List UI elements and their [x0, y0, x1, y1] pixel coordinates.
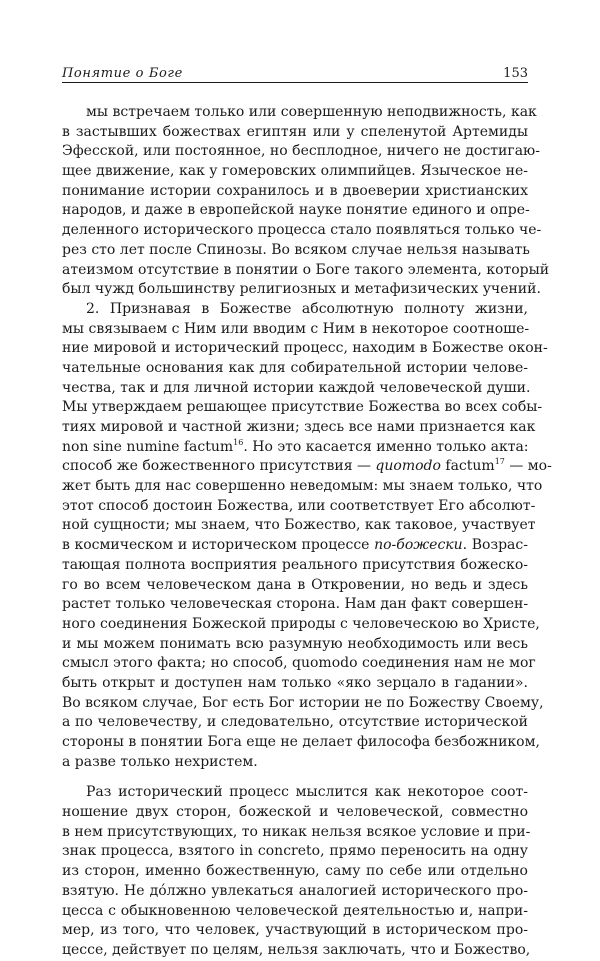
text-line: го во всем человеческом дана в Откровении, но ведь и здесь [62, 576, 528, 593]
text-line: Раз исторический процесс мыслится как некоторое соот- [86, 784, 528, 801]
text-line: из сторон, именно божественную, саму по себе или отдельно [62, 863, 528, 880]
text-line: рез сто лет после Спинозы. Во всяком случае нельзя называть [62, 241, 530, 258]
text-line: мер, из того, что человек, участвующий в историческом про- [62, 922, 528, 939]
text-line: был чужд большинству религиозных и метафизических учений. [62, 281, 541, 298]
running-head [62, 66, 528, 83]
footnote-marker: 17 [494, 457, 505, 467]
text-line: чательные основания как для собирательной истории челове- [62, 359, 528, 376]
paragraph [62, 103, 550, 300]
text-line: стороны в понятии Бога еще не делает философа безбожником, [62, 734, 540, 750]
text-line: а по человечеству, и следовательно, отсутствие исторической [62, 714, 528, 731]
text-line: жет быть для нас совершенно неведомым: мы знаем только, что [62, 478, 543, 495]
text-line [62, 536, 528, 556]
paragraph [62, 300, 552, 773]
text-line: 2. Признавая в Божестве абсолютную полноту жизни, [86, 300, 528, 317]
text-line: в нем присутствующих, то никак нельзя всякое условие и при- [62, 823, 531, 840]
text-line: ношение двух сторон, божеской и человеческой, совместно [62, 804, 528, 821]
text-line: быть открыт и доступен нам только «яко зерцало в гадании». [62, 674, 528, 691]
text-run: non sine numine factum [62, 438, 234, 455]
text-line: взятую. Не дóлжно увлекаться аналогией исторического про- [62, 882, 528, 899]
text-line: тающая полнота восприятия реального присутствия божеско- [62, 556, 528, 573]
text-line: атеизмом отсутствие в понятии о Боге такого элемента, который [62, 261, 550, 278]
text-line: Во всяком случае, Бог есть Бог истории не по Божеству Своему, [62, 694, 544, 711]
text-line: а разве только нехристем. [62, 753, 258, 770]
text-run: в космическом и историческом процессе [62, 537, 375, 554]
text-run: factum [440, 458, 495, 475]
page-number: 153 [503, 66, 528, 81]
body-text [62, 103, 552, 961]
text-line: мы встречаем только или совершенную неподвижность, как [86, 104, 537, 120]
text-line [62, 457, 552, 477]
paragraph-gap [62, 772, 528, 783]
italic-term: quomodo [375, 458, 441, 475]
text-line: деленного исторического процесса стало появляться только че- [62, 222, 542, 239]
text-line: тиях мировой и частной жизни; здесь все нами признается как [62, 419, 536, 435]
text-line: понимание истории сохранилось и в двоеверии христианских [62, 182, 528, 199]
text-line: растет только человеческая сторона. Нам дан факт совершен- [62, 596, 529, 613]
text-run: — мо- [504, 458, 552, 475]
text-run: способ же божественного присутствия — [62, 458, 376, 475]
text-line: ного соединения Божеской природы с человеческою во Христе, [62, 615, 540, 632]
text-line: щее движение, как у гомеровских олимпийцев. Языческое не- [62, 163, 528, 180]
text-line: в застывших божествах египтян или у спеленутой Артемиды [62, 123, 528, 140]
text-line: Мы утверждаем решающее присутствие Божества во всех собы- [62, 399, 543, 416]
text-line: и мы можем понимать всю разумную необходимость или весь [62, 635, 528, 652]
italic-term: по-божески [374, 537, 463, 554]
text-run: . Возрас- [462, 537, 528, 554]
footnote-marker: 16 [233, 437, 244, 447]
running-head-title: Понятие о Боге [62, 66, 183, 81]
text-line: смысл этого факта; но способ, quomodo соединения нам не мог [62, 655, 536, 672]
text-line: ние мировой и исторический процесс, находим в Божестве окон- [62, 340, 548, 357]
text-line: этот способ достоин Божества, или соответствует Его абсолют- [62, 497, 536, 514]
text-line: цессе, действует по целям, нельзя заключать, что и Божество, [62, 941, 531, 958]
text-line: знак процесса, взятого in concreto, прямо переносить на одну [62, 843, 528, 860]
text-line: ной сущности; мы знаем, что Божество, как таковое, участвует [62, 517, 536, 534]
text-line: мы связываем с Ним или вводим с Ним в некоторое соотноше- [62, 320, 530, 337]
text-run: . Но это касается именно только акта: [243, 438, 529, 455]
text-line: чества, так и для личной истории каждой человеческой души. [62, 379, 531, 396]
text-line: Эфесской, или постоянное, но бесплодное, ничего не достигаю- [62, 143, 540, 160]
text-line: цесса с обыкновенною человеческой деятельностью и, напри- [62, 902, 528, 919]
text-line [62, 438, 528, 458]
paragraph [62, 783, 531, 960]
text-line: народов, и даже в европейской науке понятие единого и опре- [62, 202, 530, 219]
